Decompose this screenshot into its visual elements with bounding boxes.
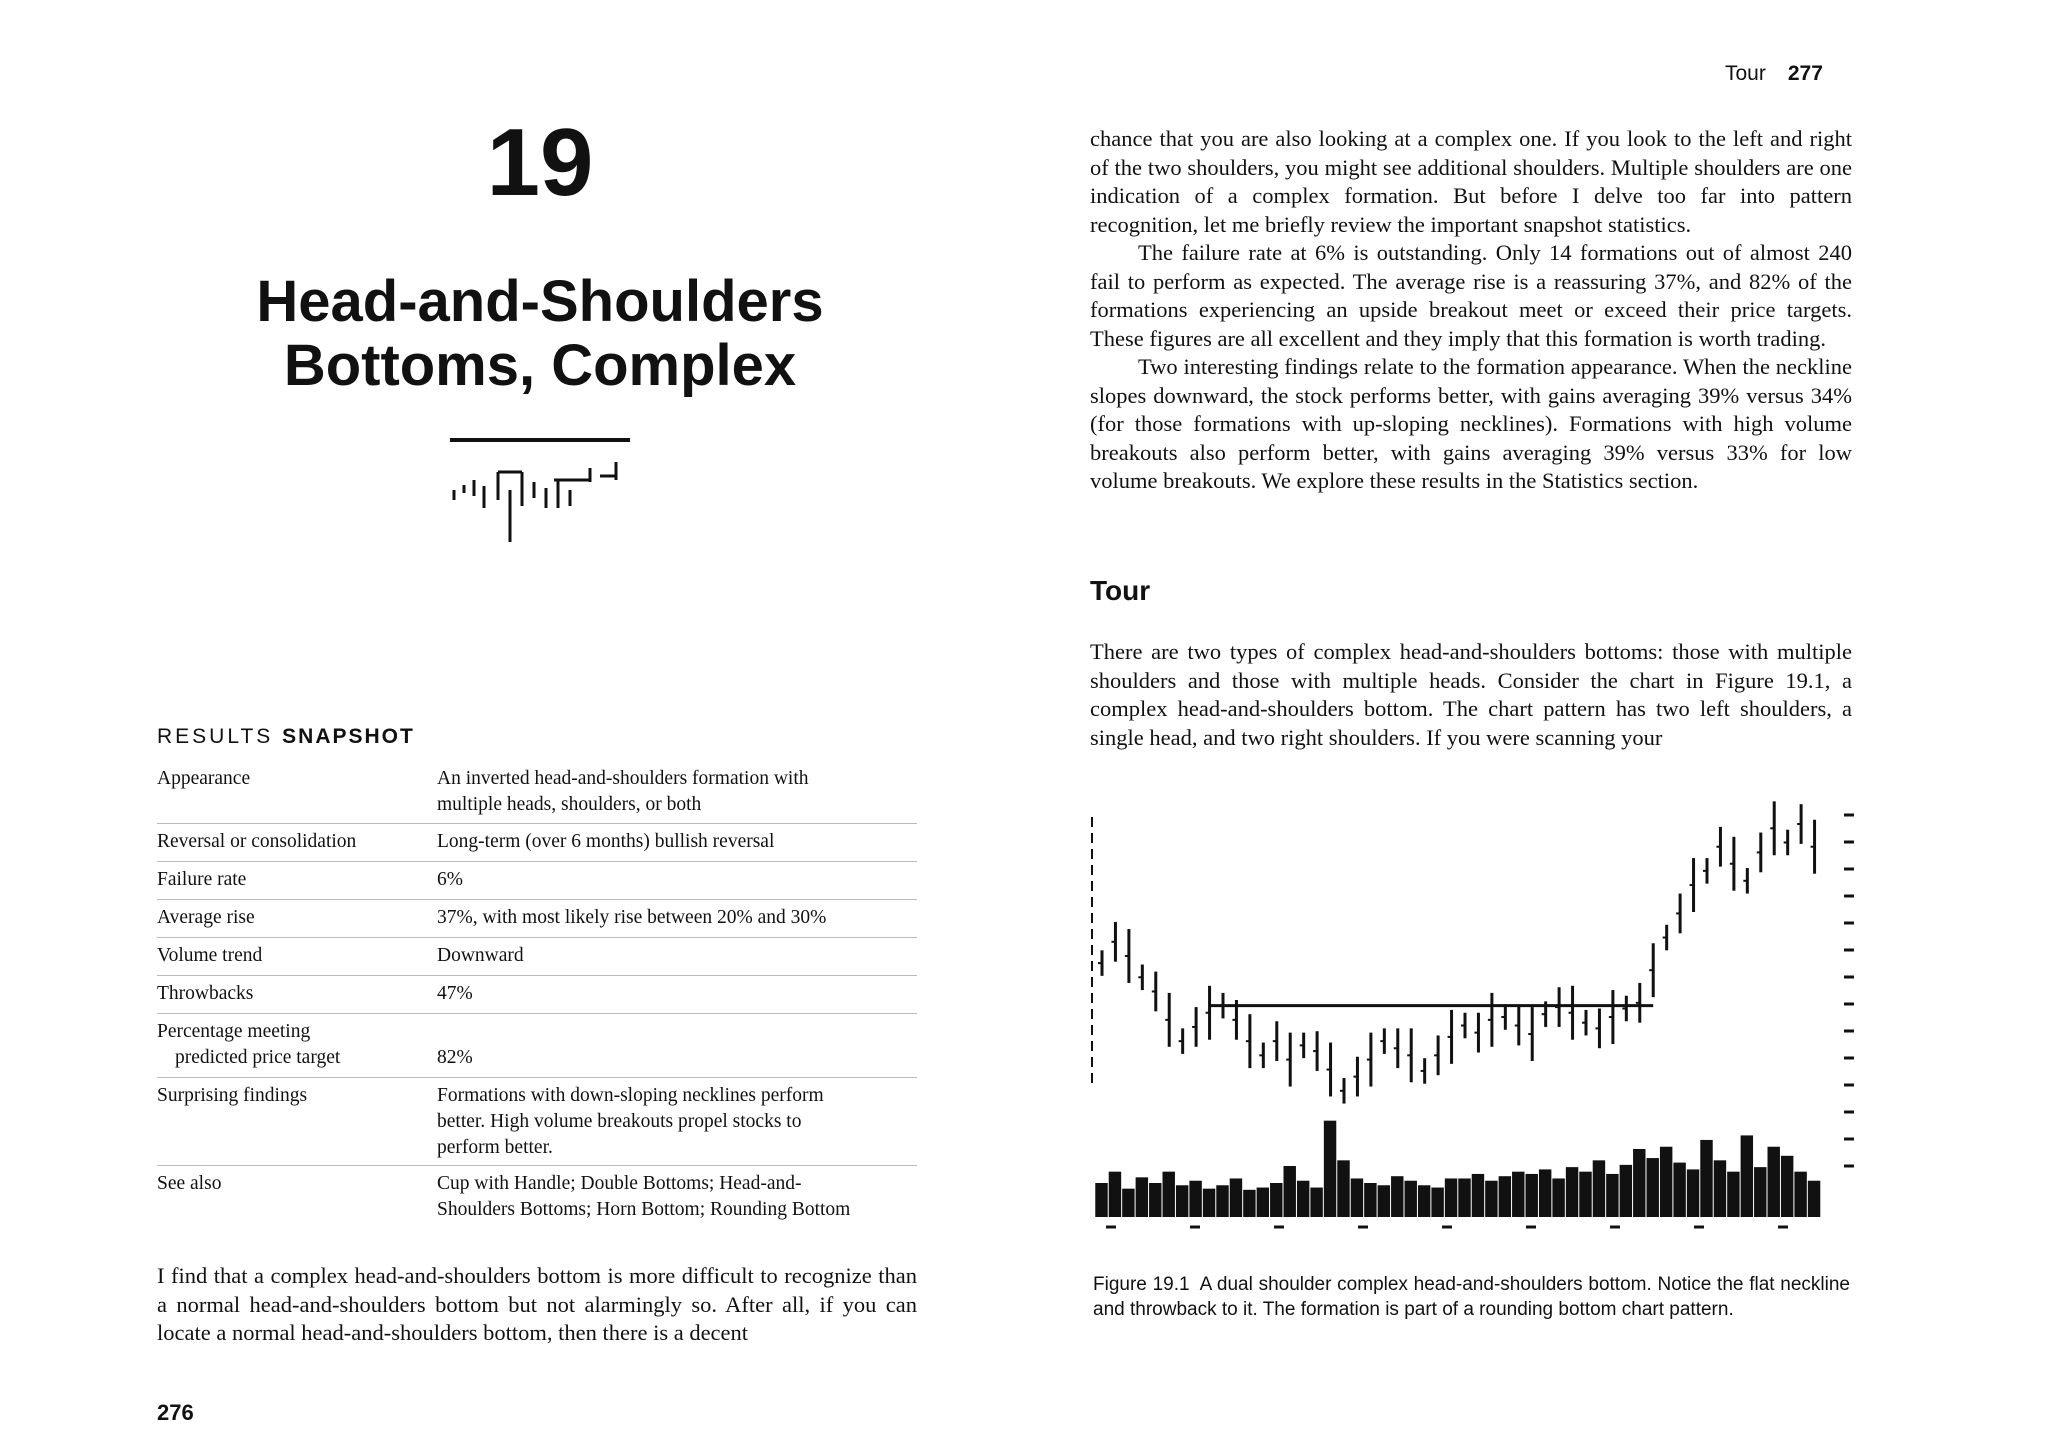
snapshot-divider: [157, 823, 917, 824]
snapshot-heading-bold: SNAPSHOT: [282, 725, 415, 748]
snapshot-value: 47%: [437, 983, 473, 1004]
chart-volume-bar: [1539, 1169, 1551, 1217]
chart-volume-bar: [1727, 1172, 1739, 1217]
snapshot-value-line: better. High volume breakouts propel stocks to: [437, 1111, 802, 1132]
right-page-number: 277: [1787, 62, 1823, 85]
chart-volume-bar: [1378, 1185, 1390, 1217]
chart-volume-bar: [1512, 1172, 1524, 1217]
chart-volume-bar: [1526, 1174, 1538, 1217]
chart-volume-bar: [1660, 1147, 1672, 1217]
figure-chart: [1088, 785, 1858, 1250]
snapshot-value: [437, 1171, 907, 1223]
chart-volume-bar: [1445, 1178, 1457, 1217]
chart-volume-bar: [1122, 1189, 1134, 1217]
snapshot-divider: [157, 861, 917, 862]
snapshot-divider: [157, 1077, 917, 1078]
running-head-title: Tour: [1725, 62, 1766, 85]
chart-volume-bar: [1687, 1169, 1699, 1217]
snapshot-value: 6%: [437, 869, 463, 890]
snapshot-value-line: multiple heads, shoulders, or both: [437, 794, 702, 815]
chart-volume-bar: [1351, 1178, 1363, 1217]
body-paragraph: Two interesting findings relate to the formation appearance. When the neckline slopes downward, the stock performs better, with gains averaging 39% versus 34% (for those formations with up-sloping necklines). Formations with high volume breakouts also perform better, with gains averaging 39% versus 33% for low volume breakouts. We explore these results in the Statistics section.: [1090, 354, 1852, 493]
chapter-title-line1: Head-and-Shoulders: [256, 269, 824, 334]
chart-volume-bar: [1741, 1135, 1753, 1217]
chart-volume-bar: [1136, 1177, 1148, 1217]
snapshot-divider: [157, 1013, 917, 1014]
chart-volume-bar: [1310, 1188, 1322, 1217]
snapshot-value-line: Cup with Handle; Double Bottoms; Head-and-: [437, 1173, 802, 1194]
results-snapshot-heading: [157, 725, 415, 749]
chart-volume-bar: [1485, 1181, 1497, 1217]
chart-volume-bar: [1647, 1158, 1659, 1217]
snapshot-divider: [157, 975, 917, 976]
snapshot-label: Failure rate: [157, 869, 247, 890]
head-and-shoulders-pattern-icon: [450, 460, 630, 550]
chart-volume-bar: [1566, 1167, 1578, 1217]
snapshot-value: [437, 766, 907, 818]
chart-volume-bar: [1230, 1178, 1242, 1217]
snapshot-label: Throwbacks: [157, 983, 254, 1004]
chart-volume-bar: [1109, 1172, 1121, 1217]
snapshot-value: Downward: [437, 945, 524, 966]
chart-volume-bar: [1163, 1172, 1175, 1217]
chart-volume-bar: [1499, 1176, 1511, 1217]
chart-volume-bar: [1781, 1156, 1793, 1217]
chart-volume-bar: [1324, 1121, 1336, 1217]
chart-volume-bar: [1189, 1181, 1201, 1217]
snapshot-label: See also: [157, 1173, 222, 1194]
figure-caption-text: A dual shoulder complex head-and-shoulders bottom. Notice the flat neckline and throwback to it. The formation is part of a rounding bottom chart pattern.: [1093, 1274, 1850, 1320]
chart-volume-bar: [1270, 1183, 1282, 1217]
title-rule: [450, 438, 630, 442]
chart-volume-bar: [1593, 1160, 1605, 1217]
figure-label: Figure 19.1: [1093, 1274, 1190, 1295]
chart-volume-bar: [1203, 1189, 1215, 1217]
snapshot-value: [437, 1083, 907, 1161]
chart-volume-bar: [1176, 1185, 1188, 1217]
chart-volume-bar: [1431, 1188, 1443, 1217]
chart-volume-bar: [1458, 1178, 1470, 1217]
snapshot-label: [157, 1019, 427, 1071]
chart-volume-bar: [1095, 1183, 1107, 1217]
snapshot-label: Surprising findings: [157, 1085, 308, 1106]
chart-volume-bar: [1297, 1181, 1309, 1217]
chart-volume-bar: [1337, 1160, 1349, 1217]
snapshot-value: 82%: [437, 1047, 473, 1068]
chart-volume-bar: [1391, 1176, 1403, 1217]
body-paragraph: There are two types of complex head-and-shoulders bottoms: those with multiple shoulders and those with multiple heads. Consider the chart in Figure 19.1, a complex head-and-shoulders bottom. The chart pattern has two left shoulders, a single head, and two right shoulders. If you were scanning your: [1090, 639, 1852, 750]
chapter-title-line2: Bottoms, Complex: [283, 333, 797, 398]
snapshot-label: Volume trend: [157, 945, 263, 966]
snapshot-heading-light: RESULTS: [157, 725, 274, 748]
snapshot-divider: [157, 1165, 917, 1166]
chart-volume-bar: [1257, 1188, 1269, 1217]
snapshot-label-line: predicted price target: [175, 1047, 341, 1068]
snapshot-value: Long-term (over 6 months) bullish reversal: [437, 831, 775, 852]
chart-volume-bar: [1606, 1174, 1618, 1217]
running-head: [1725, 62, 1823, 86]
snapshot-value-line: Formations with down-sloping necklines perform: [437, 1085, 824, 1106]
snapshot-divider: [157, 937, 917, 938]
chart-volume-bar: [1633, 1149, 1645, 1217]
chart-volume-bar: [1405, 1181, 1417, 1217]
body-paragraph: The failure rate at 6% is outstanding. Only 14 formations out of almost 240 fail to perform as expected. The average rise is a reassuring 37%, and 82% of the formations experiencing an upside breakout meet or exceed their price targets. These figures are all excellent and they imply that this formation is worth trading.: [1090, 240, 1852, 351]
snapshot-label: Appearance: [157, 768, 251, 789]
chart-volume-bar: [1552, 1178, 1564, 1217]
chart-volume-bar: [1472, 1174, 1484, 1217]
chapter-title: [180, 270, 900, 398]
body-paragraph: chance that you are also looking at a complex one. If you look to the left and right of the two shoulders, you might see additional shoulders. Multiple shoulders are one indication of a complex formation. But before I delve too far into pattern recognition, let me briefly review the important snapshot statistics.: [1090, 126, 1852, 237]
snapshot-value-line: perform better.: [437, 1137, 553, 1158]
chart-volume-bar: [1754, 1167, 1766, 1217]
snapshot-label: Average rise: [157, 907, 255, 928]
snapshot-divider: [157, 899, 917, 900]
price-volume-chart: [1088, 785, 1858, 1250]
chart-volume-bar: [1673, 1163, 1685, 1217]
left-page-number: 276: [157, 1400, 194, 1425]
left-body-paragraph: I find that a complex head-and-shoulders bottom is more difficult to recognize than a normal head-and-shoulders bottom but not alarmingly so. After all, if you can locate a normal head-and-shoulders bottom, then there is a decent: [157, 1263, 917, 1345]
snapshot-value: 37%, with most likely rise between 20% and 30%: [437, 907, 827, 928]
chart-volume-bar: [1284, 1166, 1296, 1217]
chart-volume-bar: [1808, 1181, 1820, 1217]
section-heading: Tour: [1090, 575, 1151, 606]
snapshot-label: Reversal or consolidation: [157, 831, 357, 852]
chart-volume-bar: [1364, 1183, 1376, 1217]
snapshot-value-line: Shoulders Bottoms; Horn Bottom; Rounding Bottom: [437, 1199, 851, 1220]
snapshot-value-line: An inverted head-and-shoulders formation with: [437, 768, 809, 789]
chart-volume-bar: [1714, 1160, 1726, 1217]
chart-volume-bar: [1216, 1185, 1228, 1217]
snapshot-label-line: Percentage meeting: [157, 1021, 311, 1042]
chart-volume-bar: [1579, 1172, 1591, 1217]
chapter-number: 19: [486, 109, 594, 216]
chart-volume-bar: [1149, 1183, 1161, 1217]
chart-volume-bar: [1620, 1165, 1632, 1217]
chart-volume-bar: [1243, 1190, 1255, 1217]
chart-volume-bar: [1418, 1185, 1430, 1217]
right-body-paragraphs: [1090, 125, 1852, 496]
chart-volume-bar: [1768, 1147, 1780, 1217]
chart-volume-bar: [1700, 1140, 1712, 1217]
figure-caption: [1093, 1272, 1850, 1322]
chart-volume-bar: [1794, 1172, 1806, 1217]
